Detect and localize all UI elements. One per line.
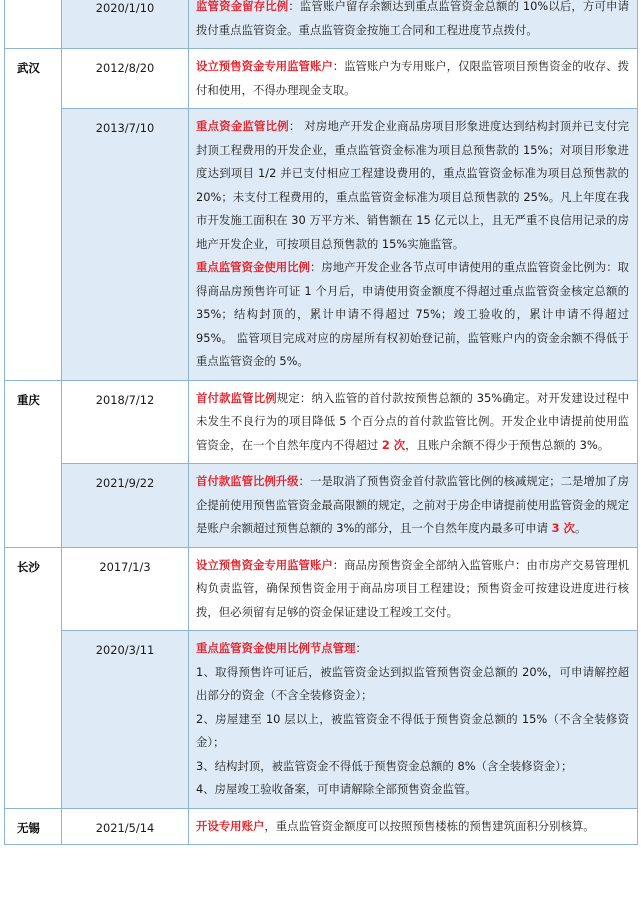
date-cell: 2020/3/11 bbox=[62, 631, 189, 809]
table-row bbox=[5, 808, 638, 845]
policy-highlight-text: 3 次 bbox=[551, 521, 575, 535]
policy-paragraph bbox=[196, 815, 629, 839]
table-row bbox=[5, 464, 638, 548]
date-cell: 2012/8/20 bbox=[62, 49, 189, 109]
policy-paragraph bbox=[196, 55, 629, 102]
policy-highlight-text: 设立预售资金专用监管账户 bbox=[196, 557, 333, 572]
table-row bbox=[5, 547, 638, 631]
policy-description-cell bbox=[189, 109, 638, 381]
policy-text: ： bbox=[355, 641, 367, 655]
policy-paragraph bbox=[196, 387, 629, 458]
policy-paragraph bbox=[196, 256, 629, 374]
policy-text: 。 bbox=[574, 521, 587, 535]
policy-highlight-text: 监管资金留存比例 bbox=[196, 0, 289, 13]
policy-description-cell bbox=[189, 547, 638, 631]
policy-text: ：监管账户为专用账户，仅限监管项目预售资金的收存、拨付和使用，不得办理现金支取。 bbox=[196, 59, 629, 97]
policy-text: ，重点监管资金额度可以按照预售楼栋的预售建筑面积分别核算。 bbox=[264, 818, 595, 833]
policy-paragraph bbox=[196, 661, 629, 708]
policy-highlight-text: 首付款监管比例升级 bbox=[196, 474, 299, 488]
city-cell: 武汉 bbox=[5, 49, 62, 381]
policy-text: ： 对房地产开发企业商品房项目形象进度达到结构封顶并已支付完封顶工程费用的开发企业，重点监管资金标准为项目总预售款的 15%；对项目形象进度达到项目 1/2 并已支付相应工程建设费用的，重点监管资金标准为项目总预售款的 20%；未支付工程费用的，重点监管资金标准为项目总预售款的 25%。凡上年度在我市开发施工面积在 30 万平方米、销售额在 15 亿元以上，且无严重不良信用记录的房地产开发企业，可按项目总预售款的 15%实施监管。 bbox=[196, 119, 629, 251]
policy-paragraph bbox=[196, 708, 629, 755]
city-cell: 重庆 bbox=[5, 380, 62, 547]
policy-text: ：监管账户留存余额达到重点监管资金总额的 10%以后，方可申请拨付重点监管资金。重点监管资金按施工合同和工程进度节点拨付。 bbox=[196, 0, 629, 37]
table-row bbox=[5, 49, 638, 109]
table-row bbox=[5, 109, 638, 381]
policy-description-cell bbox=[189, 464, 638, 548]
policy-text: 4、房屋竣工验收备案，可申请解除全部预售资金监管。 bbox=[196, 782, 477, 796]
policy-text: ：房地产开发企业各节点可申请使用的重点监管资金比例为：取得商品房预售许可证 1 个月后，申请使用资金额度不得超过重点监管资金核定总额的 35%；结构封顶的，累计申请不得超过 75%；竣工验收的，累计申请不得超过 95%。 监管项目完成对应的房屋所有权初始登记前，监管账户内的资金余额不得低于重点监管资金的 5%。 bbox=[196, 260, 629, 368]
policy-highlight-text: 首付款监管比例 bbox=[196, 390, 277, 405]
city-cell bbox=[5, 0, 62, 49]
date-cell: 2021/5/14 bbox=[62, 808, 189, 845]
policy-table bbox=[4, 0, 638, 845]
city-cell: 长沙 bbox=[5, 547, 62, 808]
policy-description-cell bbox=[189, 0, 638, 49]
table-row bbox=[5, 631, 638, 809]
policy-highlight-text: 开设专用账户 bbox=[196, 818, 265, 833]
table-row bbox=[5, 0, 638, 49]
policy-description-cell bbox=[189, 49, 638, 109]
date-cell: 2018/7/12 bbox=[62, 380, 189, 464]
policy-description-cell bbox=[189, 380, 638, 464]
policy-paragraph bbox=[196, 470, 629, 541]
date-cell: 2020/1/10 bbox=[62, 0, 189, 49]
policy-paragraph bbox=[196, 755, 629, 779]
policy-highlight-text: 重点监管资金使用比例节点管理 bbox=[196, 641, 356, 655]
policy-text: 3、结构封顶，被监管资金不得低于预售资金总额的 8%（含全装修资金）； bbox=[196, 758, 573, 773]
date-cell: 2017/1/3 bbox=[62, 547, 189, 631]
policy-highlight-text: 重点资金监管比例 bbox=[196, 119, 289, 133]
policy-highlight-text: 重点监管资金使用比例 bbox=[196, 260, 310, 274]
policy-description-cell bbox=[189, 808, 638, 845]
date-cell: 2013/7/10 bbox=[62, 109, 189, 381]
city-cell: 无锡 bbox=[5, 808, 62, 845]
policy-description-cell bbox=[189, 631, 638, 809]
policy-text: ，且账户余额不得少于预售总额的 3%。 bbox=[405, 437, 610, 452]
policy-text: 规定：纳入监管的首付款按预售总额的 35%确定。对开发建设过程中未发生不良行为的项目降低 5 个百分点的首付款监管比例。开发企业申请提前使用监管资金，在一个自然年度内不得超过 bbox=[196, 390, 629, 452]
policy-paragraph bbox=[196, 0, 629, 42]
policy-highlight-text: 2 次 bbox=[381, 437, 406, 452]
table-row bbox=[5, 380, 638, 464]
policy-text: ：商品房预售资金全部纳入监管账户：由市房产交易管理机构负责监管，确保预售资金用于商品房项目工程建设；预售资金可按建设进度进行核拨，但必须留有足够的资金保证建设工程竣工交付。 bbox=[196, 557, 629, 619]
policy-paragraph bbox=[196, 637, 629, 661]
policy-paragraph bbox=[196, 778, 629, 802]
policy-paragraph bbox=[196, 115, 629, 256]
policy-text: ：一是取消了预售资金首付款监管比例的核减规定；二是增加了房企提前使用预售监管资金最高限额的规定，之前对于房企申请提前使用监管资金的规定是账户余额超过预售总额的 3%的部分，且一个自然年度内最多可申请 bbox=[196, 474, 629, 535]
policy-highlight-text: 设立预售资金专用监管账户 bbox=[196, 59, 333, 73]
date-cell: 2021/9/22 bbox=[62, 464, 189, 548]
policy-table-body bbox=[5, 0, 638, 845]
policy-text: 2、房屋建至 10 层以上，被监管资金不得低于预售资金总额的 15%（不含全装修资金）； bbox=[196, 711, 629, 749]
policy-text: 1、取得预售许可证后，被监管资金达到拟监管预售资金总额的 20%，可申请解控超出部分的资金（不含全装修资金）； bbox=[196, 664, 629, 702]
policy-paragraph bbox=[196, 554, 629, 625]
